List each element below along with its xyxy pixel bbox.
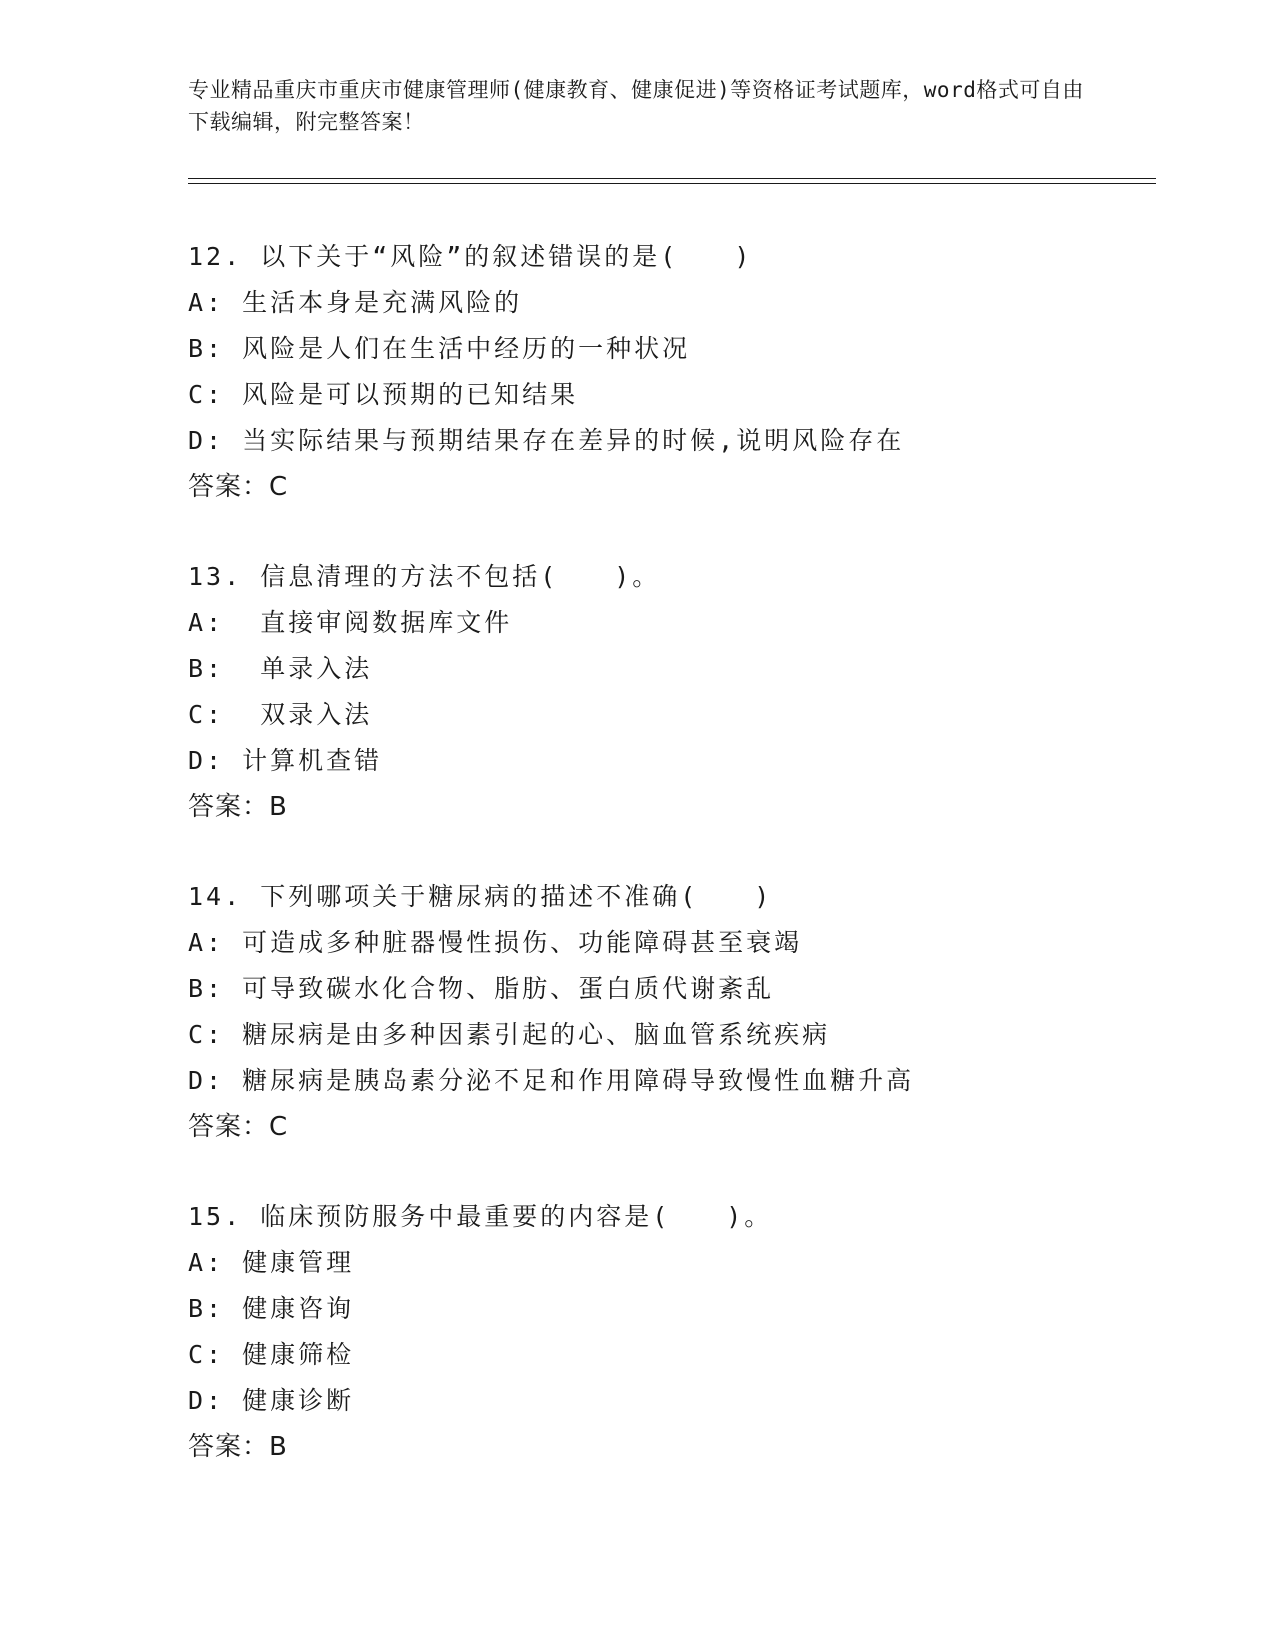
header-divider-bottom [188,183,1156,184]
option-a: A: 可造成多种脏器慢性损伤、功能障碍甚至衰竭 [188,928,803,957]
answer-line: 答案：B [188,792,288,822]
document-header: 专业精品重庆市重庆市健康管理师(健康教育、健康促进)等资格证考试题库，word格式可自由下载编辑，附完整答案！ [188,78,1084,134]
option-c: C: 风险是可以预期的已知结果 [188,380,579,409]
option-b: B: 可导致碳水化合物、脂肪、蛋白质代谢紊乱 [188,974,775,1003]
option-b: B: 单录入法 [188,654,373,683]
question-14 [188,874,1156,1150]
option-d: D: 健康诊断 [188,1386,355,1415]
answer-line: 答案：C [188,472,289,502]
question-12 [188,234,1156,510]
option-a: A: 健康管理 [188,1248,355,1277]
option-a: A: 直接审阅数据库文件 [188,608,513,637]
question-13 [188,554,1156,830]
option-c: C: 双录入法 [188,700,373,729]
option-b: B: 风险是人们在生活中经历的一种状况 [188,334,691,363]
answer-line: 答案：C [188,1112,289,1142]
question-stem: 15. 临床预防服务中最重要的内容是( )。 [188,1202,773,1231]
option-b: B: 健康咨询 [188,1294,355,1323]
question-stem: 13. 信息清理的方法不包括( )。 [188,562,661,591]
option-c: C: 健康筛检 [188,1340,355,1369]
option-d: D: 当实际结果与预期结果存在差异的时候,说明风险存在 [188,426,905,455]
question-15 [188,1194,1156,1470]
option-c: C: 糖尿病是由多种因素引起的心、脑血管系统疾病 [188,1020,831,1049]
answer-line: 答案：B [188,1432,288,1462]
option-a: A: 生活本身是充满风险的 [188,288,523,317]
option-d: D: 计算机查错 [188,746,383,775]
question-stem: 14. 下列哪项关于糖尿病的描述不准确( ) [188,882,773,911]
option-d: D: 糖尿病是胰岛素分泌不足和作用障碍导致慢性血糖升高 [188,1066,915,1095]
question-stem: 12. 以下关于“风险”的叙述错误的是( ) [188,242,753,271]
header-divider-top [188,178,1156,179]
